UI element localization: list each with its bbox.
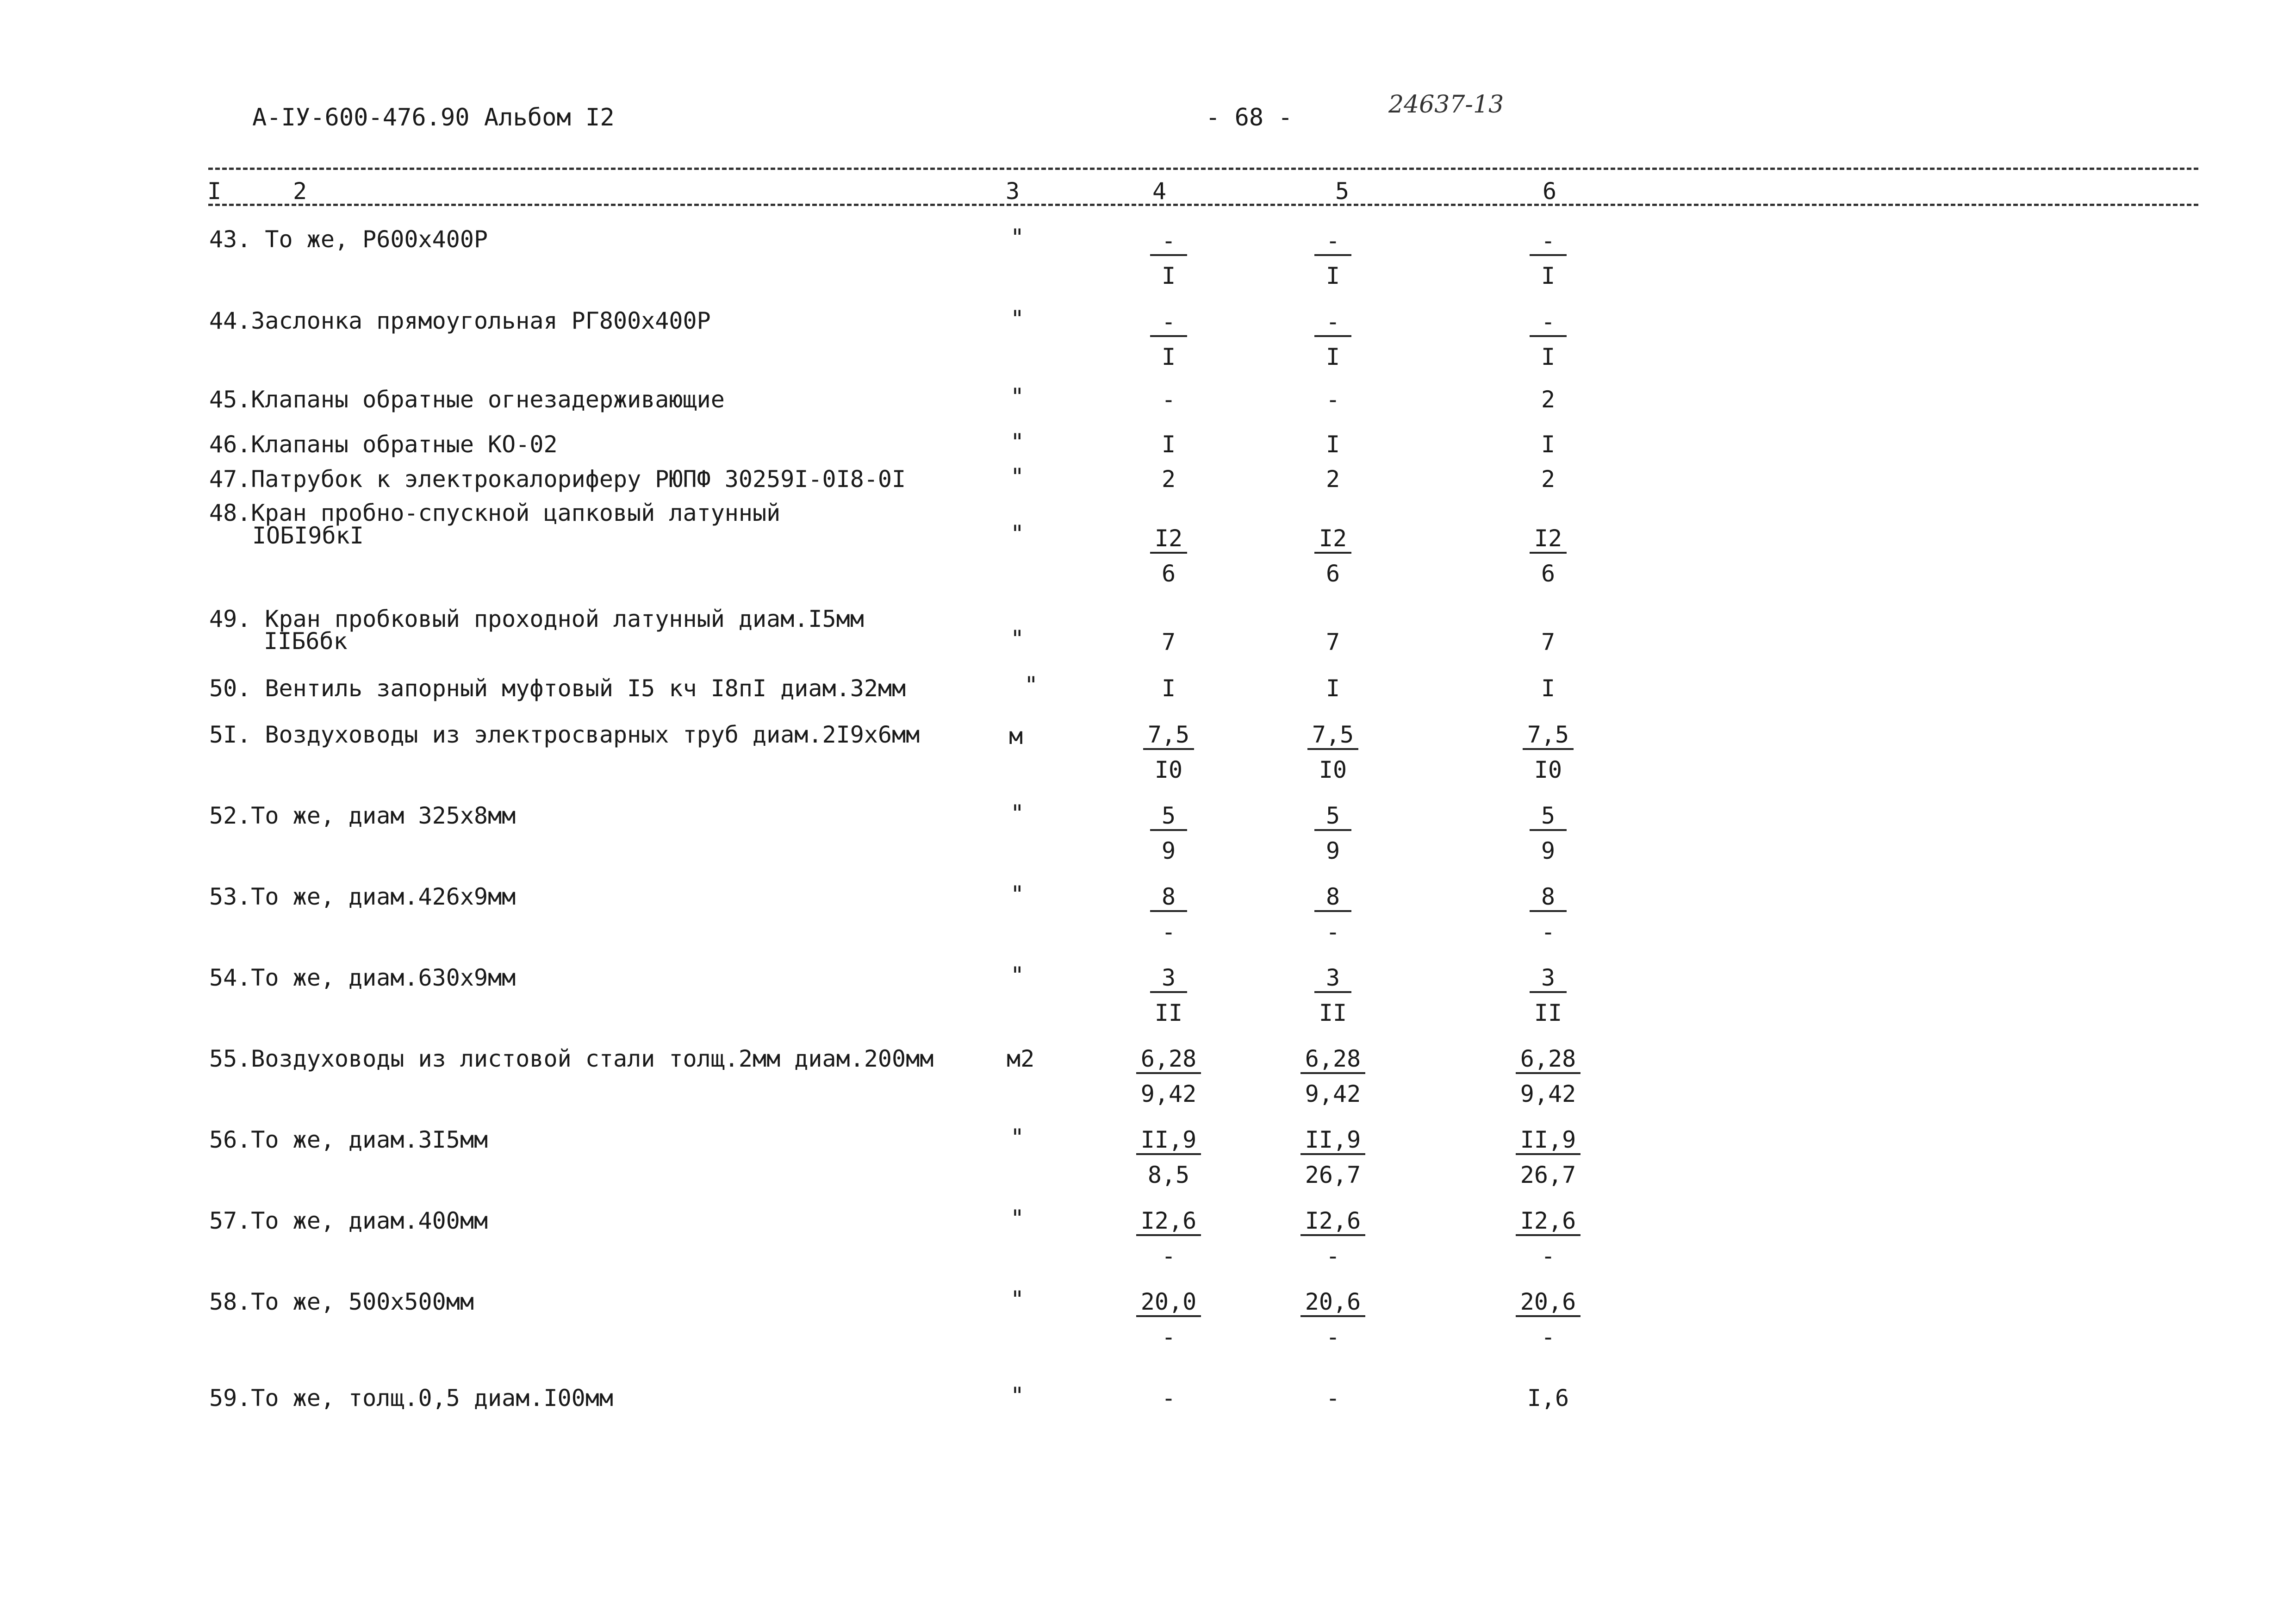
denominator: 9 bbox=[1325, 837, 1340, 864]
row-col6 bbox=[1509, 1290, 1587, 1349]
row-unit: " bbox=[1010, 306, 1025, 332]
row-col6 bbox=[1509, 885, 1587, 943]
denominator: - bbox=[1541, 1243, 1556, 1269]
denominator: 9,42 bbox=[1520, 1081, 1576, 1107]
row-col5 bbox=[1294, 1047, 1372, 1106]
denominator: II bbox=[1319, 999, 1347, 1026]
denominator: I bbox=[1325, 344, 1340, 370]
denominator: I bbox=[1161, 344, 1176, 370]
col-header-5: 5 bbox=[1335, 178, 1350, 205]
row-label: 45.Клапаны обратные огнезадерживающие bbox=[209, 386, 725, 413]
header-rule-top bbox=[208, 168, 2198, 170]
row-col4 bbox=[1129, 966, 1208, 1024]
numerator: 6,28 bbox=[1300, 1047, 1365, 1074]
numerator: - bbox=[1150, 229, 1187, 256]
denominator: I bbox=[1161, 262, 1176, 289]
numerator: 6,28 bbox=[1136, 1047, 1201, 1074]
row-col4 bbox=[1129, 1047, 1208, 1106]
row-label: 5I. Воздуховоды из электросварных труб диам.2I9х6мм bbox=[209, 721, 920, 748]
denominator: 9,42 bbox=[1305, 1081, 1361, 1107]
row-col4 bbox=[1129, 1128, 1208, 1187]
row-label: 46.Клапаны обратные КО-02 bbox=[209, 431, 558, 458]
row-col5 bbox=[1294, 527, 1372, 585]
denominator: 9,42 bbox=[1140, 1081, 1197, 1107]
denominator: I0 bbox=[1154, 756, 1183, 783]
row-unit: м2 bbox=[1007, 1045, 1035, 1072]
row-unit: м bbox=[1009, 723, 1023, 750]
numerator: 8 bbox=[1150, 885, 1187, 912]
row-col6: I bbox=[1541, 675, 1556, 702]
numerator: 7,5 bbox=[1523, 723, 1574, 750]
row-unit: " bbox=[1010, 429, 1025, 456]
numerator: 20,6 bbox=[1300, 1290, 1365, 1317]
row-label: 58.То же, 500х500мм bbox=[209, 1288, 474, 1315]
row-unit: " bbox=[1010, 463, 1025, 490]
row-col4 bbox=[1129, 1209, 1208, 1268]
col-header-3: 3 bbox=[1006, 178, 1020, 205]
row-col6: 2 bbox=[1541, 386, 1556, 413]
page-number: - 68 - bbox=[1206, 104, 1293, 131]
row-col5 bbox=[1294, 723, 1372, 781]
numerator: I2 bbox=[1530, 527, 1567, 554]
numerator: I2 bbox=[1314, 527, 1351, 554]
numerator: 5 bbox=[1314, 804, 1351, 831]
row-col6: I,6 bbox=[1527, 1385, 1569, 1412]
numerator: 7,5 bbox=[1307, 723, 1358, 750]
row-col5 bbox=[1294, 1209, 1372, 1268]
row-unit: " bbox=[1010, 224, 1025, 251]
row-label: 50. Вентиль запорный муфтовый I5 кч I8пI диам.32мм bbox=[209, 675, 906, 702]
denominator: 26,7 bbox=[1305, 1162, 1361, 1188]
row-col6: I bbox=[1541, 431, 1556, 458]
numerator: I2,6 bbox=[1516, 1209, 1580, 1236]
row-col6 bbox=[1509, 527, 1587, 585]
row-unit: " bbox=[1010, 625, 1025, 652]
numerator: 5 bbox=[1150, 804, 1187, 831]
row-col4 bbox=[1129, 229, 1208, 287]
denominator: 8,5 bbox=[1147, 1162, 1190, 1188]
row-col5 bbox=[1294, 804, 1372, 862]
row-col6: 7 bbox=[1541, 629, 1556, 656]
row-label: 47.Патрубок к электрокалориферу РЮПФ 30259I-0I8-0I bbox=[209, 466, 906, 493]
denominator: I0 bbox=[1534, 756, 1562, 783]
row-label: 54.То же, диам.630х9мм bbox=[209, 964, 516, 991]
numerator: I2,6 bbox=[1136, 1209, 1201, 1236]
col-header-6: 6 bbox=[1543, 178, 1557, 205]
row-col4 bbox=[1129, 723, 1208, 781]
denominator: - bbox=[1325, 918, 1340, 945]
row-unit: " bbox=[1010, 383, 1025, 410]
numerator: 6,28 bbox=[1516, 1047, 1580, 1074]
row-col5 bbox=[1294, 1128, 1372, 1187]
row-col6 bbox=[1509, 1128, 1587, 1187]
numerator: II,9 bbox=[1136, 1128, 1201, 1155]
denominator: 9 bbox=[1161, 837, 1176, 864]
row-col5: 2 bbox=[1325, 466, 1340, 493]
row-col5 bbox=[1294, 310, 1372, 369]
numerator: 20,6 bbox=[1516, 1290, 1580, 1317]
numerator: 3 bbox=[1314, 966, 1351, 993]
row-col4 bbox=[1129, 527, 1208, 585]
denominator: - bbox=[1541, 918, 1556, 945]
denominator: I bbox=[1325, 262, 1340, 289]
row-unit: " bbox=[1010, 1382, 1025, 1409]
row-col6 bbox=[1509, 966, 1587, 1024]
denominator: - bbox=[1541, 1324, 1556, 1350]
numerator: - bbox=[1530, 229, 1567, 256]
denominator: - bbox=[1325, 1324, 1340, 1350]
numerator: 3 bbox=[1530, 966, 1567, 993]
row-col5: - bbox=[1325, 386, 1340, 413]
row-col4 bbox=[1129, 310, 1208, 369]
numerator: 3 bbox=[1150, 966, 1187, 993]
row-unit: " bbox=[1010, 520, 1025, 547]
numerator: 20,0 bbox=[1136, 1290, 1201, 1317]
row-label-continuation: IОБI9бкI bbox=[252, 522, 364, 549]
row-col5 bbox=[1294, 885, 1372, 943]
row-col4: I bbox=[1161, 431, 1176, 458]
row-label: 48.Кран пробно-спускной цапковый латунный bbox=[209, 500, 781, 526]
denominator: II bbox=[1534, 999, 1562, 1026]
denominator: 26,7 bbox=[1520, 1162, 1576, 1188]
row-col5 bbox=[1294, 966, 1372, 1024]
row-unit: " bbox=[1024, 672, 1039, 699]
denominator: 6 bbox=[1325, 560, 1340, 587]
numerator: 8 bbox=[1530, 885, 1567, 912]
row-col4 bbox=[1129, 804, 1208, 862]
row-col6 bbox=[1509, 229, 1587, 287]
row-label: 49. Кран пробковый проходной латунный диам.I5мм bbox=[209, 606, 864, 632]
row-unit: " bbox=[1010, 1205, 1025, 1232]
row-col4: 7 bbox=[1161, 629, 1176, 656]
numerator: I2 bbox=[1150, 527, 1187, 554]
row-label: 52.То же, диам 325х8мм bbox=[209, 802, 516, 829]
numerator: 8 bbox=[1314, 885, 1351, 912]
header-rule-bottom bbox=[208, 204, 2198, 206]
row-col6 bbox=[1509, 1209, 1587, 1268]
row-col6 bbox=[1509, 310, 1587, 369]
row-col5 bbox=[1294, 229, 1372, 287]
row-unit: " bbox=[1010, 1286, 1025, 1313]
denominator: - bbox=[1161, 918, 1176, 945]
row-col5 bbox=[1294, 1290, 1372, 1349]
numerator: - bbox=[1150, 310, 1187, 337]
row-col5: I bbox=[1325, 675, 1340, 702]
numerator: - bbox=[1530, 310, 1567, 337]
handwritten-note: 24637-13 bbox=[1388, 91, 1504, 119]
row-col5: I bbox=[1325, 431, 1340, 458]
numerator: - bbox=[1314, 310, 1351, 337]
row-col4 bbox=[1129, 1290, 1208, 1349]
row-col5: - bbox=[1325, 1385, 1340, 1412]
col-header-1: I bbox=[207, 178, 222, 205]
denominator: 6 bbox=[1161, 560, 1176, 587]
row-col4 bbox=[1129, 885, 1208, 943]
row-col6 bbox=[1509, 804, 1587, 862]
row-label: 56.То же, диам.3I5мм bbox=[209, 1126, 488, 1153]
numerator: I2,6 bbox=[1300, 1209, 1365, 1236]
row-label: 59.То же, толщ.0,5 диам.I00мм bbox=[209, 1385, 613, 1412]
row-unit: " bbox=[1010, 1124, 1025, 1151]
row-label: 57.То же, диам.400мм bbox=[209, 1207, 488, 1234]
row-unit: " bbox=[1010, 962, 1025, 989]
row-col6 bbox=[1509, 723, 1587, 781]
row-col4: - bbox=[1161, 386, 1176, 413]
row-unit: " bbox=[1010, 881, 1025, 908]
row-col5: 7 bbox=[1325, 629, 1340, 656]
denominator: I0 bbox=[1319, 756, 1347, 783]
row-label: 53.То же, диам.426х9мм bbox=[209, 883, 516, 910]
row-col6 bbox=[1509, 1047, 1587, 1106]
denominator: - bbox=[1325, 1243, 1340, 1269]
denominator: I bbox=[1541, 262, 1556, 289]
col-header-4: 4 bbox=[1152, 178, 1167, 205]
numerator: 7,5 bbox=[1143, 723, 1194, 750]
row-label: 44.Заслонка прямоугольная РГ800х400Р bbox=[209, 307, 711, 334]
denominator: 9 bbox=[1541, 837, 1556, 864]
denominator: - bbox=[1161, 1324, 1176, 1350]
numerator: II,9 bbox=[1516, 1128, 1580, 1155]
denominator: - bbox=[1161, 1243, 1176, 1269]
row-col4: I bbox=[1161, 675, 1176, 702]
row-col4: 2 bbox=[1161, 466, 1176, 493]
row-col4: - bbox=[1161, 1385, 1176, 1412]
numerator: II,9 bbox=[1300, 1128, 1365, 1155]
numerator: - bbox=[1314, 229, 1351, 256]
denominator: I bbox=[1541, 344, 1556, 370]
row-label-continuation: IIБ6бк bbox=[264, 628, 348, 655]
col-header-2: 2 bbox=[293, 178, 307, 205]
row-col6: 2 bbox=[1541, 466, 1556, 493]
numerator: 5 bbox=[1530, 804, 1567, 831]
row-label: 43. То же, Р600х400Р bbox=[209, 226, 488, 253]
denominator: II bbox=[1154, 999, 1183, 1026]
denominator: 6 bbox=[1541, 560, 1556, 587]
document-code: А-IУ-600-476.90 Альбом I2 bbox=[252, 104, 615, 131]
row-unit: " bbox=[1010, 800, 1025, 827]
row-label: 55.Воздуховоды из листовой стали толщ.2мм диам.200мм bbox=[209, 1045, 934, 1072]
